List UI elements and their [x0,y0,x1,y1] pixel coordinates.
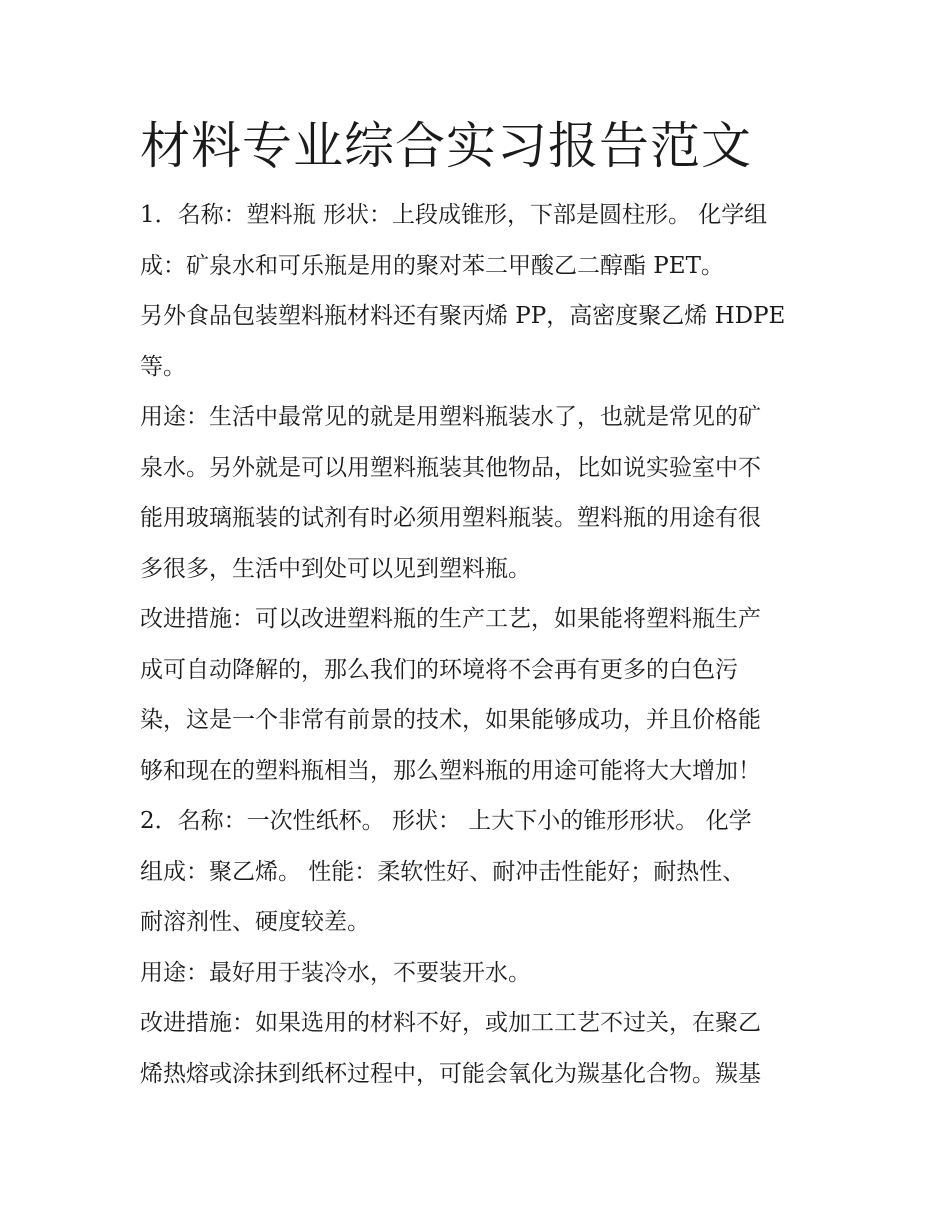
text-line: 另外食品包装塑料瓶材料还有聚丙烯 PP，高密度聚乙烯 HDPE [140,303,786,329]
text-line: 组成：聚乙烯。 性能：柔软性好、耐冲击性能好；耐热性、 [140,858,746,885]
text-line: 2．名称：一次性纸杯。 形状： 上大下小的锥形形状。 化学 [140,808,752,834]
text-line: 能用玻璃瓶装的试剂有时必须用塑料瓶装。塑料瓶的用途有很 [140,505,761,531]
text-line: 多很多，生活中到处可以见到塑料瓶。 [140,555,531,582]
text-line: 烯热熔或涂抹到纸杯过程中，可能会氧化为羰基化合物。羰基 [140,1060,761,1087]
text-line: 等。 [140,353,186,380]
text-line: 成：矿泉水和可乐瓶是用的聚对苯二甲酸乙二醇酯 PET。 [140,252,724,279]
text-line: 用途：最好用于装冷水，不要装开水。 [140,959,531,986]
document-title: 材料专业综合实习报告范文 [140,117,752,175]
text-line: 染，这是一个非常有前景的技术，如果能够成功，并且价格能 [140,707,761,733]
text-line: 泉水。另外就是可以用塑料瓶装其他物品，比如说实验室中不 [140,454,761,481]
text-line: 用途：生活中最常见的就是用塑料瓶装水了，也就是常见的矿 [140,404,761,430]
text-line: 耐溶剂性、硬度较差。 [140,909,370,935]
text-line: 够和现在的塑料瓶相当，那么塑料瓶的用途可能将大大增加！ [140,757,761,784]
text-line: 改进措施：如果选用的材料不好，或加工工艺不过关，在聚乙 [140,1010,761,1036]
text-line: 改进措施：可以改进塑料瓶的生产工艺，如果能将塑料瓶生产 [140,606,761,632]
text-line: 成可自动降解的，那么我们的环境将不会再有更多的白色污 [140,656,738,683]
text-line: 1．名称：塑料瓶 形状：上段成锥形，下部是圆柱形。 化学组 [140,202,768,228]
document-page [140,108,812,1099]
